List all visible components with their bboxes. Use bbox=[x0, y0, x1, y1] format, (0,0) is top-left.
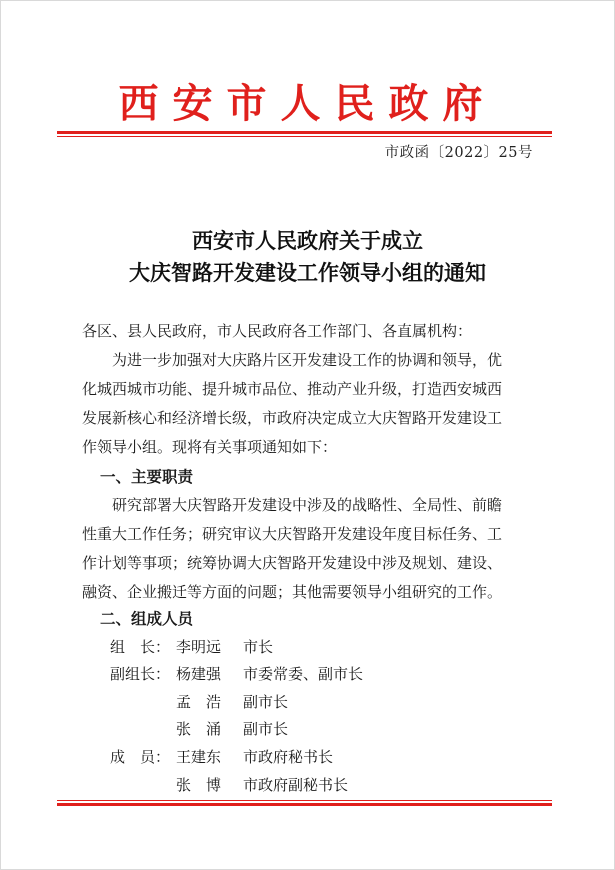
member-post: 市政府秘书长 bbox=[243, 748, 334, 766]
issuing-authority-header: 西安市人民政府 bbox=[118, 80, 497, 127]
member-row bbox=[0, 771, 615, 800]
header-red-rule-thick bbox=[57, 131, 552, 134]
intro-line: 为进一步加强对大庆路片区开发建设工作的协调和领导，优 bbox=[112, 351, 503, 369]
intro-line: 发展新核心和经济增长级，市政府决定成立大庆智路开发建设工 bbox=[82, 409, 503, 427]
member-post: 副市长 bbox=[243, 720, 289, 738]
member-row bbox=[0, 660, 615, 689]
member-row bbox=[0, 633, 615, 662]
member-post: 副市长 bbox=[243, 693, 289, 711]
member-name: 王建东 bbox=[176, 748, 222, 766]
member-role: 成 员： bbox=[110, 748, 171, 766]
member-post: 市长 bbox=[243, 638, 274, 656]
member-role: 副组长： bbox=[110, 665, 171, 683]
member-row bbox=[0, 715, 615, 744]
header-red-rule-thin bbox=[57, 136, 552, 137]
salutation: 各区、县人民政府，市人民政府各工作部门、各直属机构： bbox=[82, 322, 473, 340]
section-heading-members: 二、组成人员 bbox=[100, 609, 194, 628]
responsibility-line: 研究部署大庆智路开发建设中涉及的战略性、全局性、前瞻 bbox=[112, 496, 503, 514]
responsibility-line: 性重大工作任务；研究审议大庆智路开发建设年度目标任务、工 bbox=[82, 525, 503, 543]
member-role: 组 长： bbox=[110, 638, 171, 656]
intro-line: 化城西城市功能、提升城市品位、推动产业升级，打造西安城西 bbox=[82, 380, 503, 398]
section-heading-responsibilities: 一、主要职责 bbox=[100, 467, 194, 486]
member-name: 李明远 bbox=[176, 638, 222, 656]
member-name: 张 涌 bbox=[176, 720, 222, 738]
document-title-line-2: 大庆智路开发建设工作领导小组的通知 bbox=[129, 260, 486, 285]
responsibility-line: 融资、企业搬迁等方面的问题；其他需要领导小组研究的工作。 bbox=[82, 583, 503, 601]
member-post: 市委常委、副市长 bbox=[243, 665, 364, 683]
member-row bbox=[0, 688, 615, 717]
member-row bbox=[0, 743, 615, 772]
responsibility-line: 作计划等事项；统筹协调大庆智路开发建设中涉及规划、建设、 bbox=[82, 554, 503, 572]
member-name: 孟 浩 bbox=[176, 693, 222, 711]
member-post: 市政府副秘书长 bbox=[243, 776, 349, 794]
footer-red-rule-thin bbox=[57, 800, 552, 801]
document-number: 市政函〔2022〕25号 bbox=[384, 145, 533, 161]
footer-red-rule-thick bbox=[57, 803, 552, 806]
member-name: 杨建强 bbox=[176, 665, 222, 683]
intro-line: 作领导小组。现将有关事项通知如下： bbox=[82, 438, 338, 456]
member-name: 张 博 bbox=[176, 776, 222, 794]
document-title-line-1: 西安市人民政府关于成立 bbox=[192, 228, 423, 253]
